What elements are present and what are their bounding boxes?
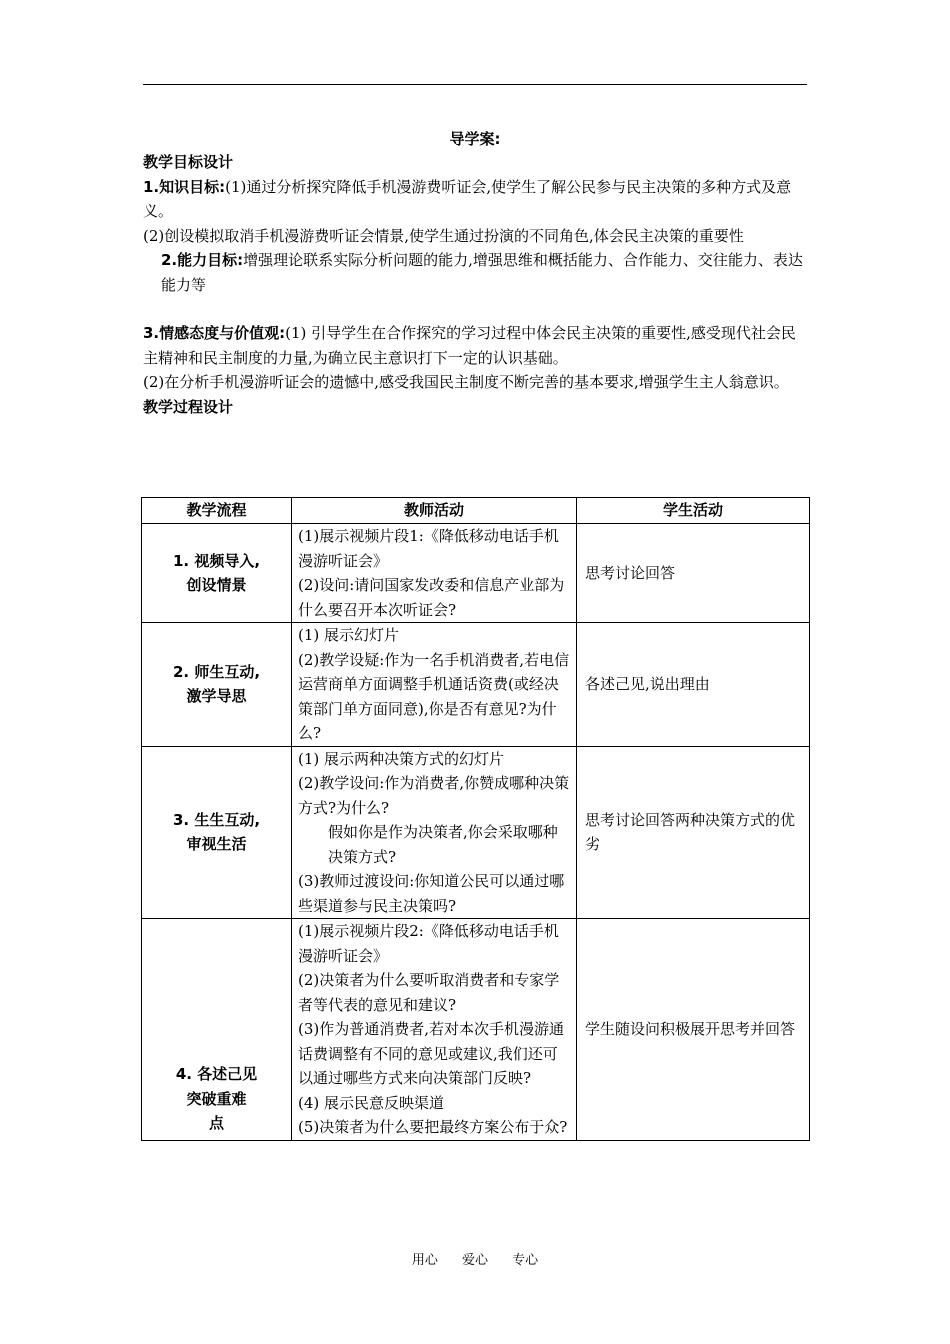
teacher-cell <box>292 746 577 919</box>
teacher-cell <box>292 524 577 623</box>
flow-line: 创设情景 <box>186 576 247 594</box>
emotion-goal-label: 3.情感态度与价值观: <box>143 324 286 342</box>
flow-cell <box>142 746 292 919</box>
emotion-goal <box>143 321 810 370</box>
teacher-line: (2)决策者为什么要听取消费者和专家学者等代表的意见和建议? <box>298 971 560 1014</box>
header-student: 学生活动 <box>577 498 810 524</box>
knowledge-goal-2: (2)创设模拟取消手机漫游费听证会情景,使学生通过扮演的不同角色,体会民主决策的重要性 <box>143 226 744 245</box>
table-header-row <box>142 498 810 524</box>
header-rule <box>143 84 807 85</box>
teacher-line: (2)设问:请问国家发改委和信息产业部为什么要召开本次听证会? <box>298 576 565 619</box>
flow-line: 1. 视频导入, <box>172 551 261 570</box>
table-row <box>142 746 810 919</box>
section-heading-goals: 教学目标设计 <box>143 153 234 171</box>
footer-word: 专心 <box>512 1253 539 1268</box>
flow-line: 审视生活 <box>186 835 247 854</box>
teacher-line: (2)教学设问:作为消费者,你赞成哪种决策方式?为什么? <box>298 774 570 817</box>
document-body <box>143 150 810 419</box>
student-cell: 思考讨论回答两种决策方式的优劣 <box>577 746 810 919</box>
emotion-goal-2: (2)在分析手机漫游听证会的遗憾中,感受我国民主制度不断完善的基本要求,增强学生主人翁意识。 <box>143 373 789 391</box>
student-cell: 学生随设问积极展开思考并回答 <box>577 919 810 1141</box>
teacher-line: (3)作为普通消费者,若对本次手机漫游通话费调整有不同的意见或建议,我们还可以通过哪些方式来向决策部门反映? <box>298 1020 565 1087</box>
teacher-line: (4) 展示民意反映渠道 <box>298 1093 445 1112</box>
table-row <box>142 524 810 623</box>
teacher-line: (2)教学设疑:作为一名手机消费者,若电信运营商单方面调整手机通话资费(或经决策部门单方面同意),你是否有意见?为什么? <box>298 650 570 742</box>
teacher-line: (3)教师过渡设问:你知道公民可以通过哪些渠道参与民主决策吗? <box>298 872 565 915</box>
footer-word: 用心 <box>411 1253 438 1268</box>
flow-cell <box>142 623 292 747</box>
spacer <box>143 297 810 321</box>
flow-line: 突破重难 <box>186 1089 247 1108</box>
teacher-line: (1) 展示两种决策方式的幻灯片 <box>298 749 505 768</box>
knowledge-goal-label: 1.知识目标: <box>143 177 226 196</box>
table-row <box>142 919 810 1141</box>
ability-goal-label: 2.能力目标: <box>161 251 244 269</box>
teacher-line: (1)展示视频片段2:《降低移动电话手机漫游听证会》 <box>298 922 559 965</box>
emotion-goal-text: (1) 引导学生在合作探究的学习过程中体会民主决策的重要性,感受现代社会民主精神和民主制度的力量,为确立民主意识打下一定的认识基础。 <box>143 324 796 367</box>
flow-line: 3. 生生互动, <box>172 810 261 829</box>
teacher-cell <box>292 919 577 1141</box>
teacher-cell <box>292 623 577 747</box>
ability-goal-text: 增强理论联系实际分析问题的能力,增强思维和概括能力、合作能力、交往能力、表达能力等 <box>161 251 803 294</box>
teacher-line: (1) 展示幻灯片 <box>298 626 400 644</box>
flow-line: 点 <box>208 1114 224 1132</box>
document-title: 导学案: <box>449 130 501 148</box>
flow-line: 4. 各述己见 <box>175 1065 258 1083</box>
section-heading-process: 教学过程设计 <box>143 397 234 416</box>
teacher-line: (5)决策者为什么要把最终方案公布于众? <box>298 1118 568 1136</box>
header-flow: 教学流程 <box>142 498 292 524</box>
teacher-line: 假如你是作为决策者,你会采取哪种决策方式? <box>328 823 558 866</box>
ability-goal <box>143 248 810 297</box>
teacher-line: (1)展示视频片段1:《降低移动电话手机漫游听证会》 <box>298 527 559 570</box>
header-teacher: 教师活动 <box>292 498 577 524</box>
flow-line: 2. 师生互动, <box>172 662 261 681</box>
knowledge-goal <box>143 175 810 224</box>
flow-cell <box>142 919 292 1141</box>
table-row <box>142 623 810 747</box>
student-cell: 各述己见,说出理由 <box>577 623 810 747</box>
flow-line: 激学导思 <box>186 687 247 706</box>
flow-cell <box>142 524 292 623</box>
footer-word: 爱心 <box>461 1253 488 1268</box>
page-footer <box>0 1249 950 1268</box>
student-cell: 思考讨论回答 <box>577 524 810 623</box>
knowledge-goal-text: (1)通过分析探究降低手机漫游费听证会,使学生了解公民参与民主决策的多种方式及意义。 <box>143 177 792 220</box>
teaching-process-table <box>141 497 810 1141</box>
